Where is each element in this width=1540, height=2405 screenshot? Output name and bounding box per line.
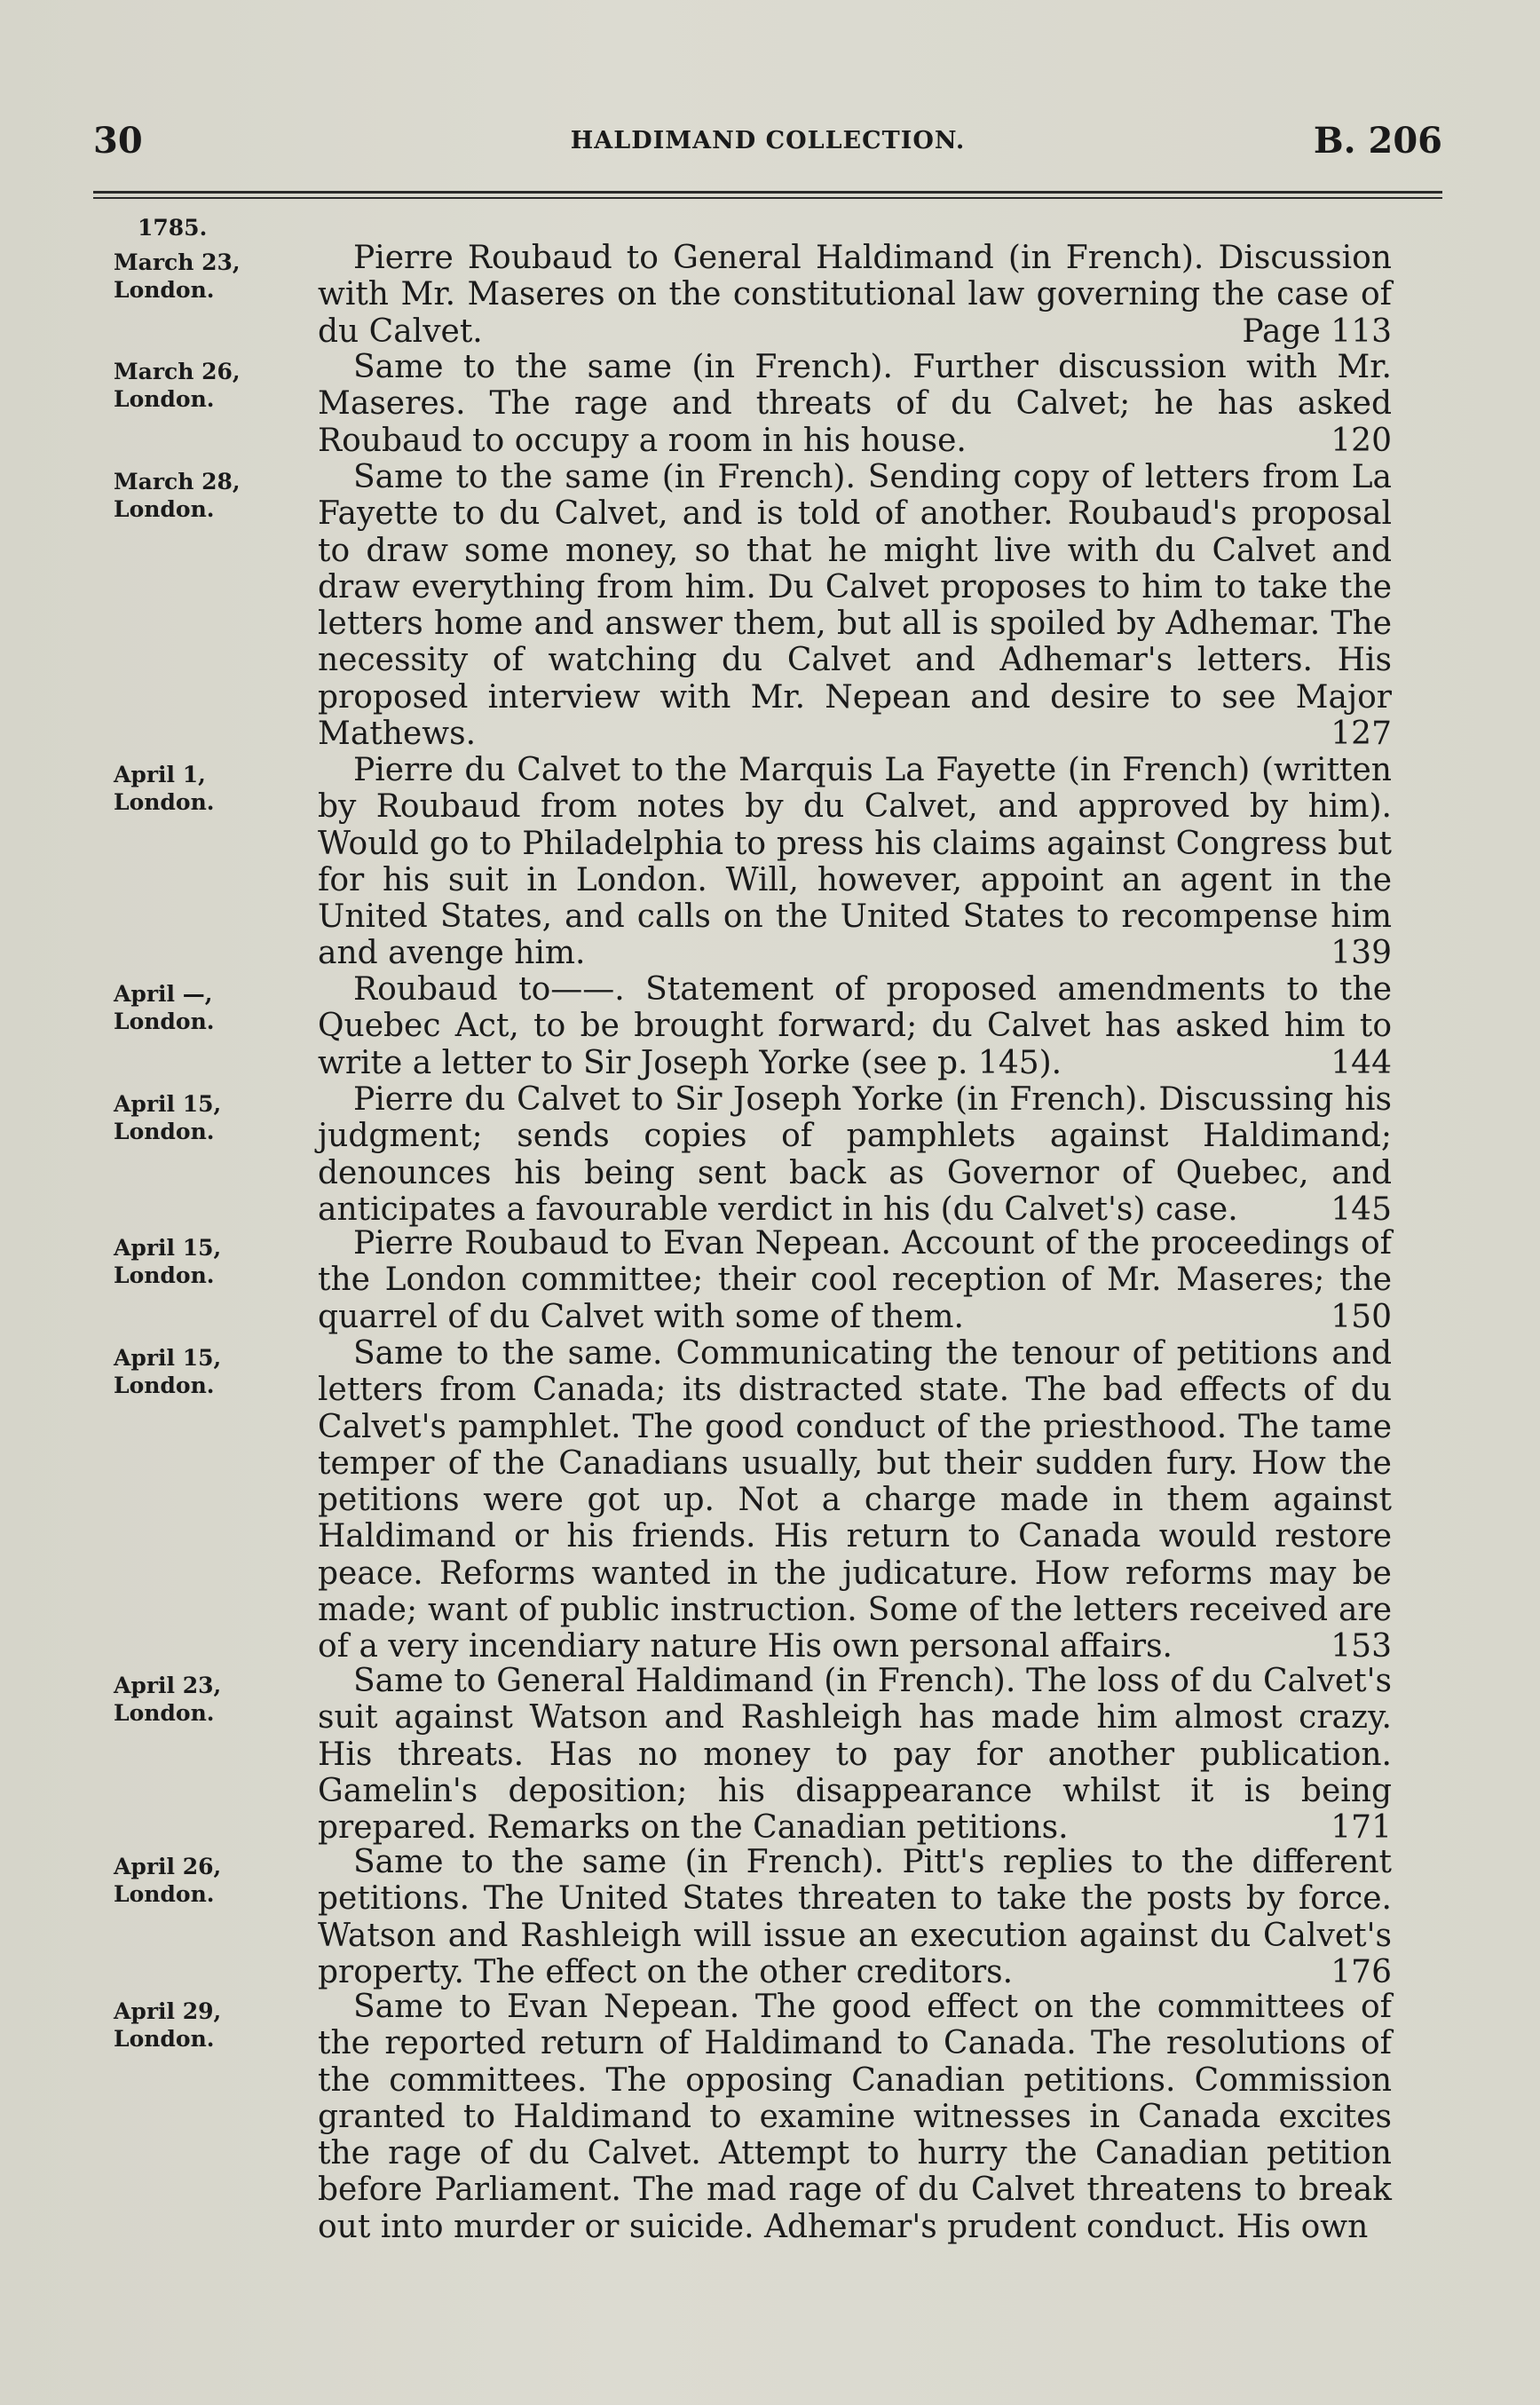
header-rule-thick bbox=[93, 191, 1442, 194]
entry-place: London. bbox=[114, 789, 215, 815]
entry-page-ref: 150 bbox=[1331, 1298, 1392, 1335]
entry-text-block bbox=[318, 1663, 1392, 1846]
entry-date-block bbox=[114, 1672, 309, 1727]
entry-date: March 26, bbox=[114, 359, 241, 384]
entry-date: April 15, bbox=[114, 1091, 222, 1117]
entry-text-block bbox=[318, 1989, 1392, 2245]
entry-page-ref: 127 bbox=[1331, 716, 1392, 753]
entry-description: Pierre Roubaud to General Haldimand (in French). Discussion with Mr. Maseres on the constitutional law governing the case of du Calvet. bbox=[318, 240, 1392, 350]
page-header bbox=[93, 120, 1442, 164]
entry-date-block bbox=[114, 1234, 309, 1289]
entry-place: London. bbox=[114, 2026, 215, 2052]
entry-text-block bbox=[318, 1225, 1392, 1335]
entry-place: London. bbox=[114, 1373, 215, 1398]
entry-page-ref: Page 113 bbox=[1242, 312, 1392, 350]
entry-description: Same to General Haldimand (in French). The loss of du Calvet's suit against Watson and Rashleigh has made him almost crazy. His threats. Has no money to pay for another publication. Gamelin's deposition; his disappearance whilst it is being prepared. Remarks on the Canadian petitions. bbox=[318, 1663, 1392, 1847]
entry-place: London. bbox=[114, 496, 215, 522]
entry-page-ref: 139 bbox=[1331, 935, 1392, 972]
page-number: 30 bbox=[93, 120, 143, 162]
running-title: HALDIMAND COLLECTION. bbox=[570, 127, 966, 154]
entry-description: Pierre Roubaud to Evan Nepean. Account of the proceedings of the London committee; their cool reception of Mr. Maseres; the quarrel of du Calvet with some of them. bbox=[318, 1225, 1392, 1335]
entry-description: Same to the same (in French). Further discussion with Mr. Maseres. The rage and threats of du Calvet; he has asked Roubaud to occupy a room in his house. bbox=[318, 349, 1392, 459]
entry-text-block bbox=[318, 752, 1392, 972]
entry-date: April 29, bbox=[114, 1998, 222, 2024]
entry-date-block bbox=[114, 1344, 309, 1399]
entry-page-ref: 171 bbox=[1331, 1809, 1392, 1847]
entry-page-ref: 120 bbox=[1331, 422, 1392, 459]
entry-description: Roubaud to——. Statement of proposed amendments to the Quebec Act, to be brought forward; du Calvet has asked him to write a letter to Sir Joseph Yorke (see p. 145). bbox=[318, 971, 1392, 1081]
entry-description: Same to Evan Nepean. The good effect on the committees of the reported return of Haldimand to Canada. The resolutions of the committees. The opposing Canadian petitions. Commission granted to Haldimand to examine witnesses in Canada excites the rage of du Calvet. Attempt to hurry the Canadian petition before Parliament. The mad rage of du Calvet threatens to break out into murder or suicide. Adhemar's prudent conduct. His own bbox=[318, 1989, 1392, 2245]
entry-page-ref: 153 bbox=[1331, 1628, 1392, 1665]
entry-place: London. bbox=[114, 277, 215, 303]
entry-description: Pierre du Calvet to the Marquis La Fayette (in French) (written by Roubaud from notes by du Calvet, and approved by him). Would go to Philadelphia to press his claims against Congress but for his suit in London. Will, however, appoint an agent in the United States, and calls on the United States to recompense him and avenge him. bbox=[318, 752, 1392, 972]
entry-description: Same to the same (in French). Sending copy of letters from La Fayette to du Calvet, and is told of another. Roubaud's proposal to draw some money, so that he might live with du Calvet and draw everything from him. Du Calvet proposes to him to take the letters home and answer them, but all is spoiled by Adhemar. The necessity of watching du Calvet and Adhemar's letters. His proposed interview with Mr. Nepean and desire to see Major Mathews. bbox=[318, 459, 1392, 753]
entry-place: London. bbox=[114, 386, 215, 412]
entry-date: April 15, bbox=[114, 1235, 222, 1261]
entry-date: April 26, bbox=[114, 1854, 222, 1879]
entry-text-block bbox=[318, 1335, 1392, 1665]
entry-place: London. bbox=[114, 1700, 215, 1726]
entry-date-block bbox=[114, 1090, 309, 1145]
entry-text-block bbox=[318, 1844, 1392, 1990]
year-heading: 1785. bbox=[138, 215, 208, 241]
entry-description: Same to the same (in French). Pitt's replies to the different petitions. The United States threaten to take the posts by force. Watson and Rashleigh will issue an execution against du Calvet's property. The effect on the other creditors. bbox=[318, 1844, 1392, 1990]
entry-place: London. bbox=[114, 1119, 215, 1144]
entry-text-block bbox=[318, 459, 1392, 752]
entry-date-block bbox=[114, 1853, 309, 1908]
entry-date-block bbox=[114, 468, 309, 523]
entry-text-block bbox=[318, 1081, 1392, 1228]
header-rule-thin bbox=[93, 197, 1442, 199]
entry-place: London. bbox=[114, 1009, 215, 1034]
entry-date-block bbox=[114, 358, 309, 413]
entry-description: Same to the same. Communicating the tenour of petitions and letters from Canada; its distracted state. The bad effects of du Calvet's pamphlet. The good conduct of the priesthood. The tame temper of the Canadians usually, but their sudden fury. How the petitions were got up. Not a charge made in them against Haldimand or his friends. His return to Canada would restore peace. Reforms wanted in the judicature. How reforms may be made; want of public instruction. Some of the letters received are of a very incendiary nature His own personal affairs. bbox=[318, 1335, 1392, 1665]
entry-text-block bbox=[318, 971, 1392, 1081]
entry-date-block bbox=[114, 1998, 309, 2053]
entry-date-block bbox=[114, 980, 309, 1035]
entry-page-ref: 176 bbox=[1331, 1953, 1392, 1990]
entry-date: April 15, bbox=[114, 1345, 222, 1371]
entry-description: Pierre du Calvet to Sir Joseph Yorke (in French). Discussing his judgment; sends copies of pamphlets against Haldimand; denounces his being sent back as Governor of Quebec, and anticipates a favourable verdict in his (du Calvet's) case. bbox=[318, 1081, 1392, 1228]
entry-date-block bbox=[114, 249, 309, 304]
entry-text-block bbox=[318, 240, 1392, 350]
entry-place: London. bbox=[114, 1262, 215, 1288]
entry-date: April 1, bbox=[114, 762, 206, 787]
entry-date: March 23, bbox=[114, 249, 241, 275]
entry-text-block bbox=[318, 349, 1392, 459]
entry-page-ref: 145 bbox=[1331, 1191, 1392, 1228]
volume-reference: B. 206 bbox=[1313, 120, 1442, 162]
entry-date: March 28, bbox=[114, 469, 241, 494]
header-rule bbox=[93, 191, 1442, 203]
entry-page-ref: 144 bbox=[1331, 1044, 1392, 1081]
entry-date-block bbox=[114, 761, 309, 816]
entry-place: London. bbox=[114, 1881, 215, 1907]
entry-date: April 23, bbox=[114, 1673, 222, 1698]
entry-date: April —, bbox=[114, 981, 213, 1007]
